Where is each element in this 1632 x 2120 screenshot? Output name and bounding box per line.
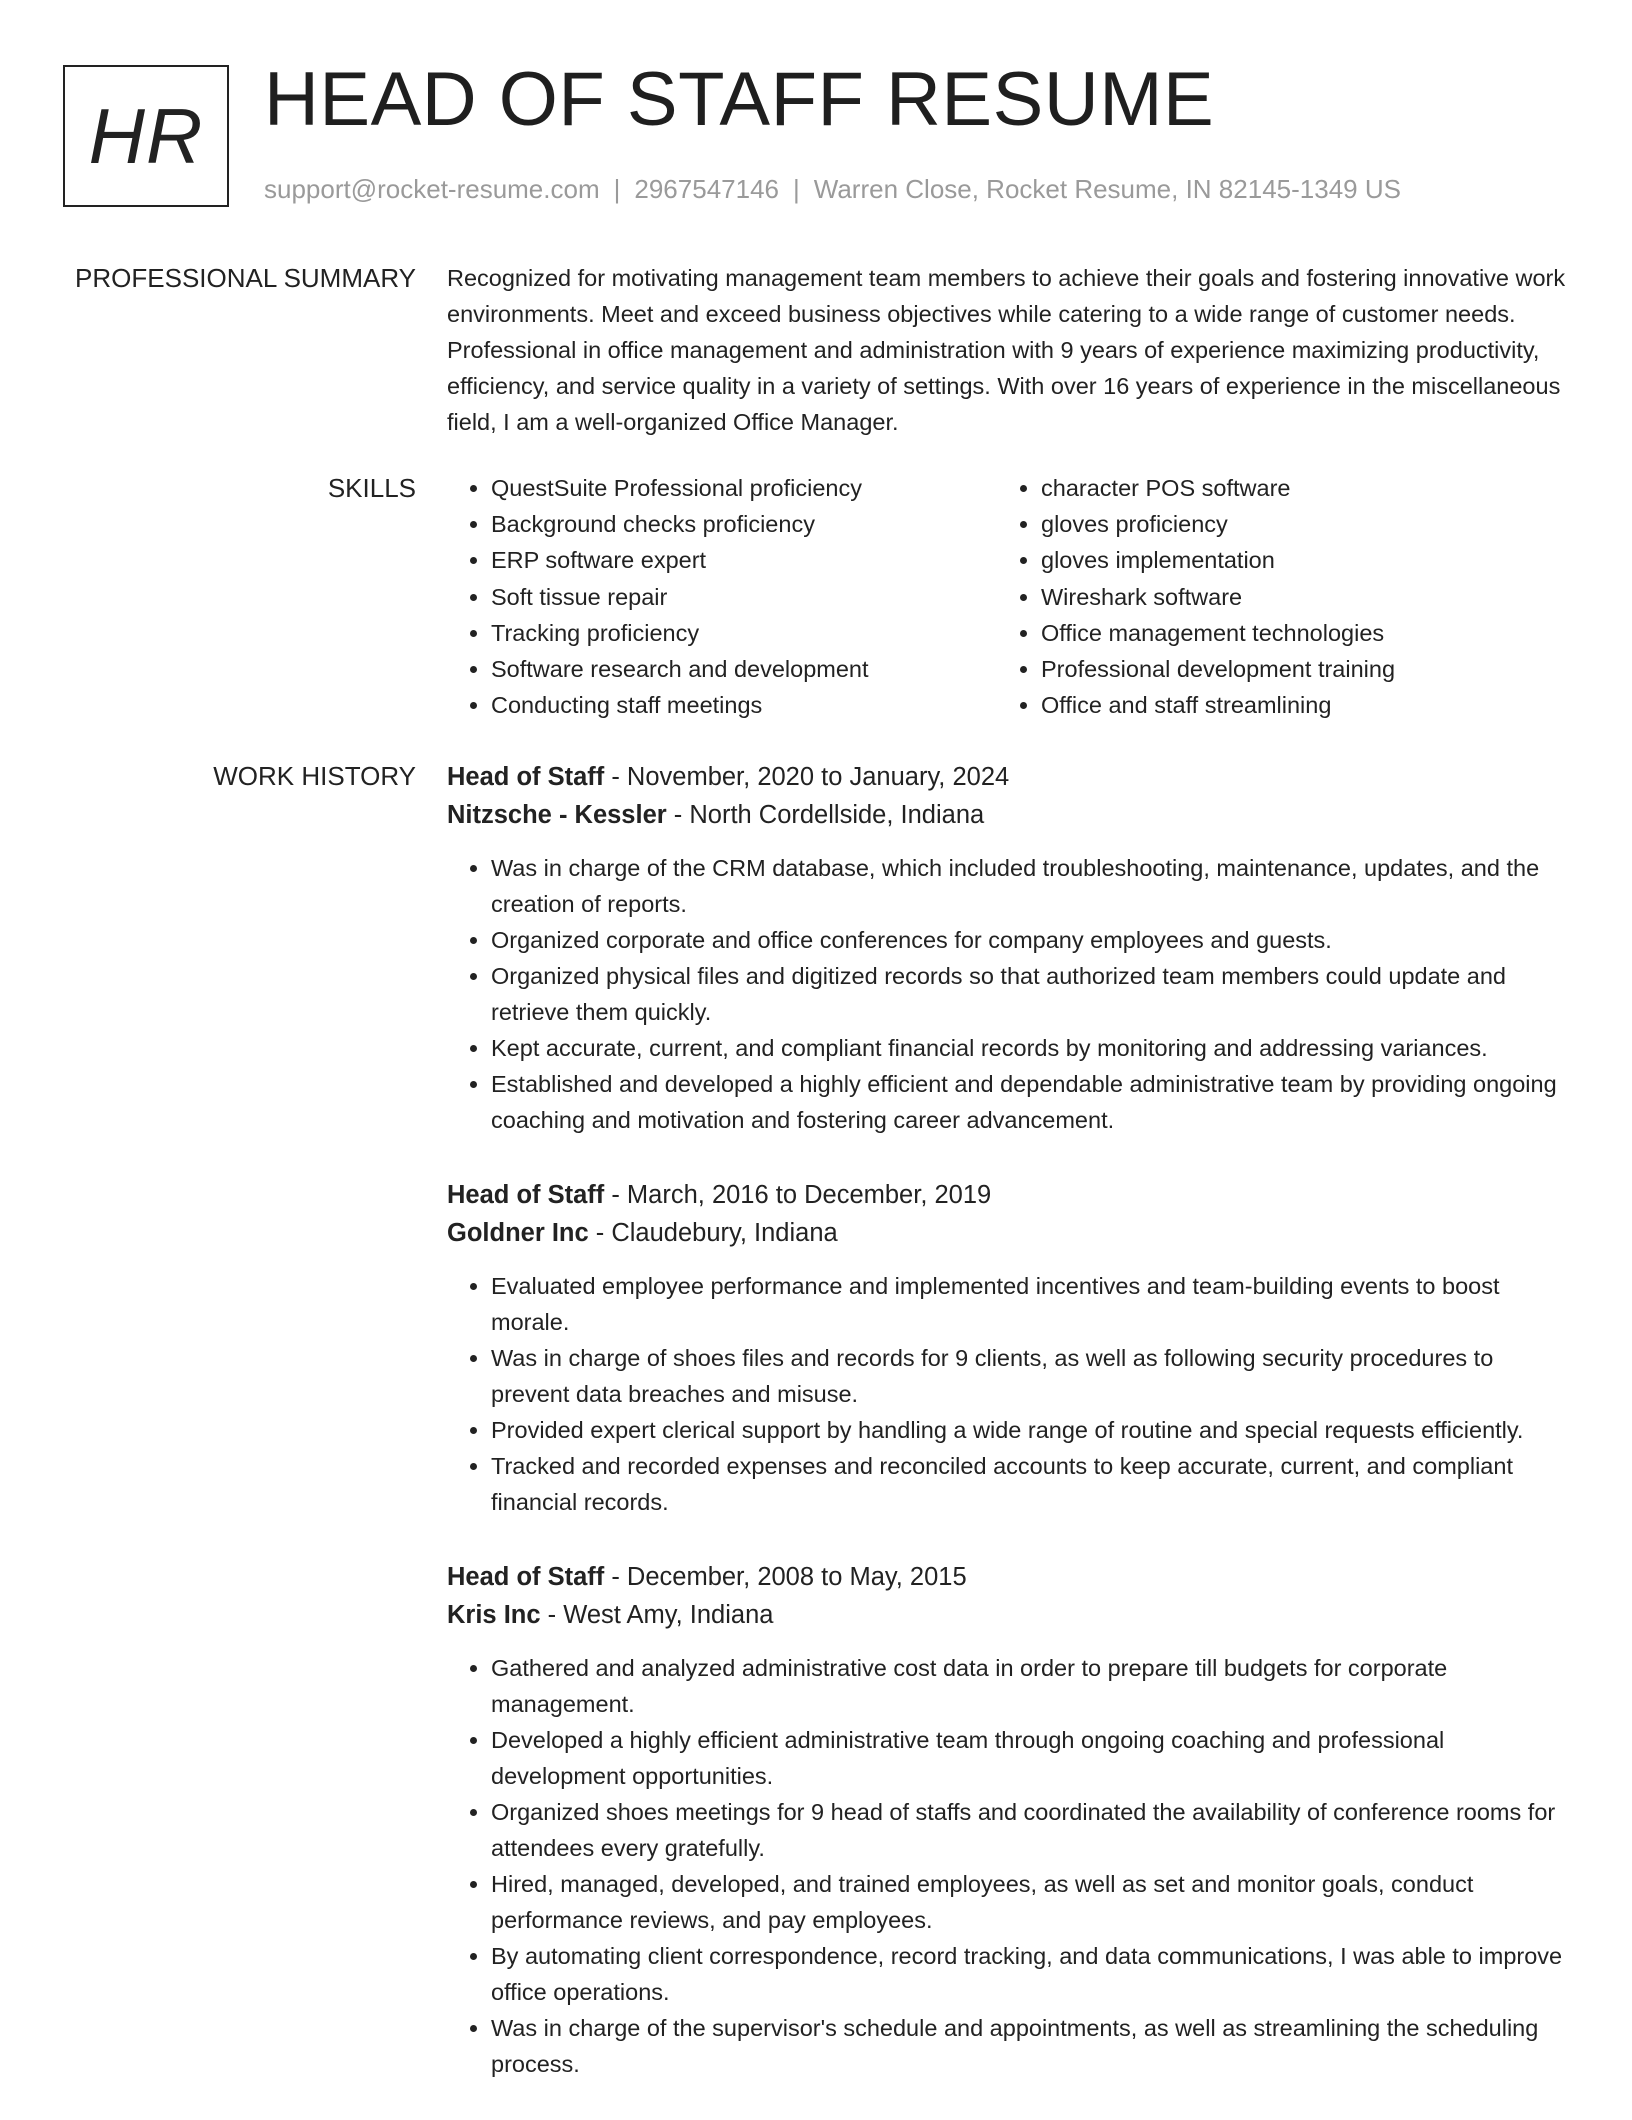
section-label-skills: SKILLS	[327, 473, 416, 503]
job-company-line	[447, 1214, 1567, 1252]
skill-item: • Conducting staff meetings	[491, 687, 997, 723]
job-bullet: • Organized corporate and office conferences for company employees and guests.	[491, 922, 1567, 958]
skill-item: • Tracking proficiency	[491, 615, 997, 651]
job-location: - Claudebury, Indiana	[588, 1219, 838, 1247]
job-entry	[447, 1176, 1567, 1520]
job-bullets	[447, 850, 1567, 1138]
contact-address: Warren Close, Rocket Resume, IN 82145-1349 US	[813, 174, 1401, 204]
skill-item: • Software research and development	[491, 651, 997, 687]
contact-email[interactable]: support@rocket-resume.com	[264, 174, 600, 204]
job-title: Head of Staff	[447, 1563, 605, 1591]
job-entry	[447, 758, 1567, 1138]
job-bullet: • Was in charge of shoes files and records for 9 clients, as well as following security procedures to prevent data breaches and misuse.	[491, 1340, 1567, 1412]
job-bullet: • Was in charge of the CRM database, which included troubleshooting, maintenance, updates, and the creation of reports.	[491, 850, 1567, 922]
contact-separator: |	[613, 174, 621, 204]
job-bullet: • Developed a highly efficient administrative team through ongoing coaching and professional development opportunities.	[491, 1722, 1567, 1794]
job-company-line	[447, 1596, 1567, 1634]
skill-item: • QuestSuite Professional proficiency	[491, 470, 997, 506]
job-bullet: • Organized physical files and digitized records so that authorized team members could update and retrieve them quickly.	[491, 958, 1567, 1030]
contact-separator: |	[793, 174, 800, 204]
skill-item: • gloves proficiency	[1041, 506, 1395, 542]
job-bullet: • Kept accurate, current, and compliant financial records by monitoring and addressing variances.	[491, 1030, 1567, 1066]
job-bullet: • Evaluated employee performance and implemented incentives and team-building events to boost morale.	[491, 1268, 1567, 1340]
job-bullet: • Was in charge of the supervisor's schedule and appointments, as well as streamlining the scheduling process.	[491, 2010, 1567, 2082]
skill-item: • Background checks proficiency	[491, 506, 997, 542]
skills-column-1	[447, 470, 997, 723]
summary-text: Recognized for motivating management team members to achieve their goals and fostering innovative work environments. Meet and exceed business objectives while catering to a wide range of customer needs. Professional in office management and administration with 9 years of experience maximizing productivity, efficiency, and service quality in a variety of settings. With over 16 years of experience in the miscellaneous field, I am a well-organized Office Manager.	[447, 265, 1566, 435]
job-location: - North Cordellside, Indiana	[666, 801, 985, 829]
job-company: Nitzsche - Kessler	[447, 801, 667, 829]
resume-title: HEAD OF STAFF RESUME	[264, 57, 1215, 142]
job-title-line	[447, 758, 1567, 796]
job-bullet: • Tracked and recorded expenses and reconciled accounts to keep accurate, current, and compliant financial records.	[491, 1448, 1567, 1520]
job-company-line	[447, 796, 1567, 834]
job-dates: - November, 2020 to January, 2024	[604, 763, 1010, 791]
skills-column-2	[997, 470, 1395, 723]
monogram-logo: HR	[63, 65, 229, 207]
job-bullet: • By automating client correspondence, record tracking, and data communications, I was able to improve office operations.	[491, 1938, 1567, 2010]
job-bullet: • Provided expert clerical support by handling a wide range of routine and special requests efficiently.	[491, 1412, 1567, 1448]
skill-item: • Wireshark software	[1041, 579, 1395, 615]
job-title-line	[447, 1176, 1567, 1214]
skill-item: • ERP software expert	[491, 542, 997, 578]
job-dates: - March, 2016 to December, 2019	[604, 1181, 992, 1209]
job-bullet: • Gathered and analyzed administrative cost data in order to prepare till budgets for corporate management.	[491, 1650, 1567, 1722]
job-bullet: • Organized shoes meetings for 9 head of staffs and coordinated the availability of conference rooms for attendees every gratefully.	[491, 1794, 1567, 1866]
job-title: Head of Staff	[447, 1181, 605, 1209]
job-bullets	[447, 1268, 1567, 1520]
skill-item: • character POS software	[1041, 470, 1395, 506]
skill-item: • gloves implementation	[1041, 542, 1395, 578]
job-entry	[447, 1558, 1567, 2082]
skill-item: • Office and staff streamlining	[1041, 687, 1395, 723]
job-bullets	[447, 1650, 1567, 2082]
skill-item: • Professional development training	[1041, 651, 1395, 687]
contact-phone: 2967547146	[634, 174, 779, 204]
contact-line	[264, 174, 1401, 205]
section-label-summary: PROFESSIONAL SUMMARY	[75, 263, 416, 293]
job-bullet: • Hired, managed, developed, and trained employees, as well as set and monitor goals, conduct performance reviews, and pay employees.	[491, 1866, 1567, 1938]
job-title-line	[447, 1558, 1567, 1596]
job-company: Goldner Inc	[447, 1219, 589, 1247]
section-label-work-history: WORK HISTORY	[213, 761, 416, 791]
job-company: Kris Inc	[447, 1601, 541, 1629]
job-bullet: • Established and developed a highly efficient and dependable administrative team by providing ongoing coaching and motivation and fostering career advancement.	[491, 1066, 1567, 1138]
job-dates: - December, 2008 to May, 2015	[604, 1563, 967, 1591]
job-location: - West Amy, Indiana	[540, 1601, 774, 1629]
job-title: Head of Staff	[447, 763, 605, 791]
skills-list	[447, 470, 1567, 723]
skill-item: • Office management technologies	[1041, 615, 1395, 651]
skill-item: • Soft tissue repair	[491, 579, 997, 615]
